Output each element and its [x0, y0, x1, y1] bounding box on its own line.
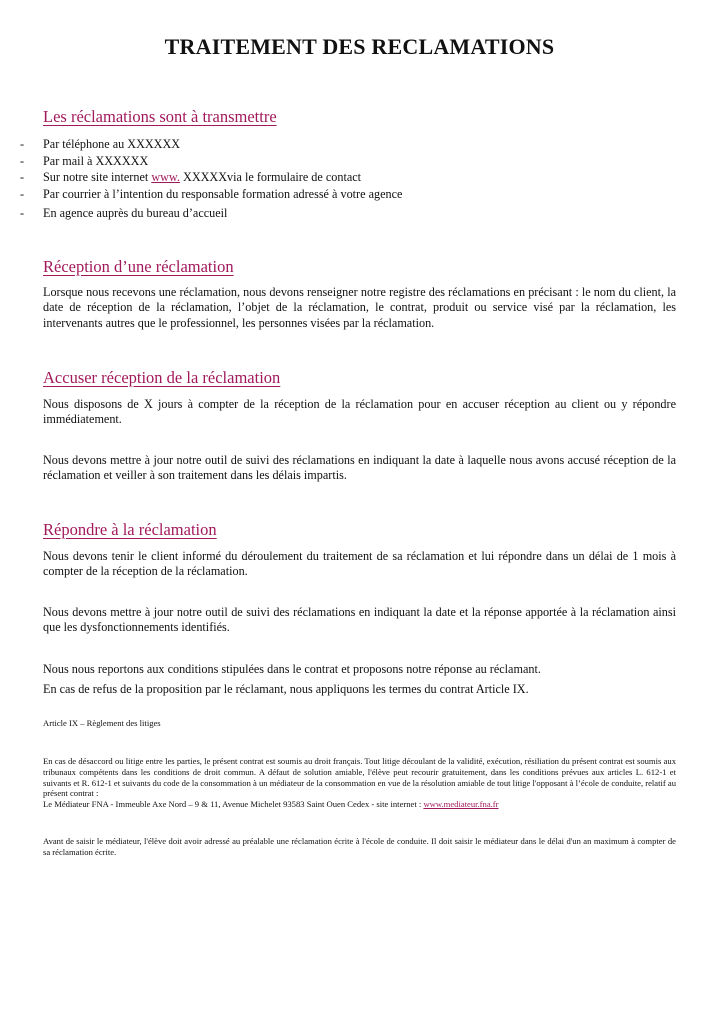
mediator-line — [43, 799, 499, 810]
bullet-dash: - — [20, 153, 25, 168]
list-item-text: Par téléphone au XXXXXX — [43, 137, 181, 151]
list-item-text: Par mail à XXXXXX — [43, 153, 149, 168]
respond-paragraph-4: En cas de refus de la proposition par le réclamant, nous appliquons les termes du contrat Article IX. — [43, 682, 529, 696]
article-heading: Article IX – Règlement des litiges — [43, 718, 161, 728]
respond-paragraph-2: Nous devons mettre à jour notre outil de suivi des réclamations en indiquant la date et la réponse apportée à la réclamation ainsi que les dysfonctionnements identifiés. — [43, 605, 676, 635]
section-heading-transmission: Les réclamations sont à transmettre — [43, 107, 277, 126]
list-item — [0, 136, 719, 153]
website-suffix: XXXXXvia le formulaire de contact — [179, 170, 362, 184]
section-heading-reception: Réception d’une réclamation — [43, 257, 234, 276]
list-item-text — [43, 169, 361, 185]
list-item-text: Par courrier à l’intention du responsable formation adressé à votre agence — [43, 186, 403, 201]
list-item — [0, 186, 719, 203]
list-item — [0, 169, 719, 186]
section-heading-acknowledge: Accuser réception de la réclamation — [43, 368, 281, 387]
acknowledge-paragraph-1: Nous disposons de X jours à compter de la réception de la réclamation pour en accuser réception au client ou y répondre immédiatement. — [43, 397, 676, 427]
respond-paragraph-1: Nous devons tenir le client informé du déroulement du traitement de sa réclamation et lui répondre dans un délai de 1 mois à compter de la réception de la réclamation. — [43, 549, 676, 579]
document-title: TRAITEMENT DES RECLAMATIONS — [164, 34, 555, 59]
mediator-note: Avant de saisir le médiateur, l'élève doit avoir adressé au préalable une réclamation écrite à l'école de conduite. Il doit saisir le médiateur dans le délai d'un an maximum à compter de sa réclamation écrite. — [43, 836, 676, 857]
mediator-link[interactable]: www.mediateur.fna.fr — [423, 799, 499, 809]
bullet-dash: - — [20, 186, 25, 201]
transmission-list — [0, 136, 719, 222]
bullet-dash: - — [20, 137, 25, 151]
bullet-dash: - — [20, 170, 25, 184]
list-item — [0, 153, 719, 170]
bullet-dash: - — [20, 206, 25, 220]
list-item — [0, 205, 719, 222]
website-link[interactable]: www. — [151, 170, 180, 184]
list-item-text: En agence auprès du bureau d’accueil — [43, 206, 228, 220]
respond-paragraph-3: Nous nous reportons aux conditions stipulées dans le contrat et proposons notre réponse au réclamant. — [43, 662, 541, 676]
section-heading-respond: Répondre à la réclamation — [43, 520, 217, 539]
acknowledge-paragraph-2: Nous devons mettre à jour notre outil de suivi des réclamations en indiquant la date à laquelle nous avons accusé réception de la réclamation et veiller à son traitement dans les délais impartis. — [43, 453, 676, 483]
article-paragraph: En cas de désaccord ou litige entre les parties, le présent contrat est soumis au droit français. Tout litige découlant de la validité, exécution, résiliation du présent contrat est soumis aux tribunaux compétents dans les conditions de droit commun. A défaut de solution amiable, l'élève peut recourir gratuitement, dans les conditions prévues aux articles L. 612-1 et suivants et R. 612-1 et suivants du code de la consommation à un médiateur de la consommation en vue de la résolution amiable de tout litige l'opposant à l’école de conduite, relatif au présent contrat : — [43, 756, 677, 799]
mediator-text: Le Médiateur FNA - Immeuble Axe Nord – 9 & 11, Avenue Michelet 93583 Saint Ouen Cedex - site internet : — [43, 799, 424, 809]
website-prefix: Sur notre site internet — [43, 170, 152, 184]
reception-paragraph: Lorsque nous recevons une réclamation, nous devons renseigner notre registre des réclamations en précisant : le nom du client, la date de réception de la réclamation, l’objet de la réclamation, le contrat, produit ou service visé par la réclamation, les intervenants autres que le professionnel, les personnes visées par la réclamation. — [43, 285, 676, 330]
